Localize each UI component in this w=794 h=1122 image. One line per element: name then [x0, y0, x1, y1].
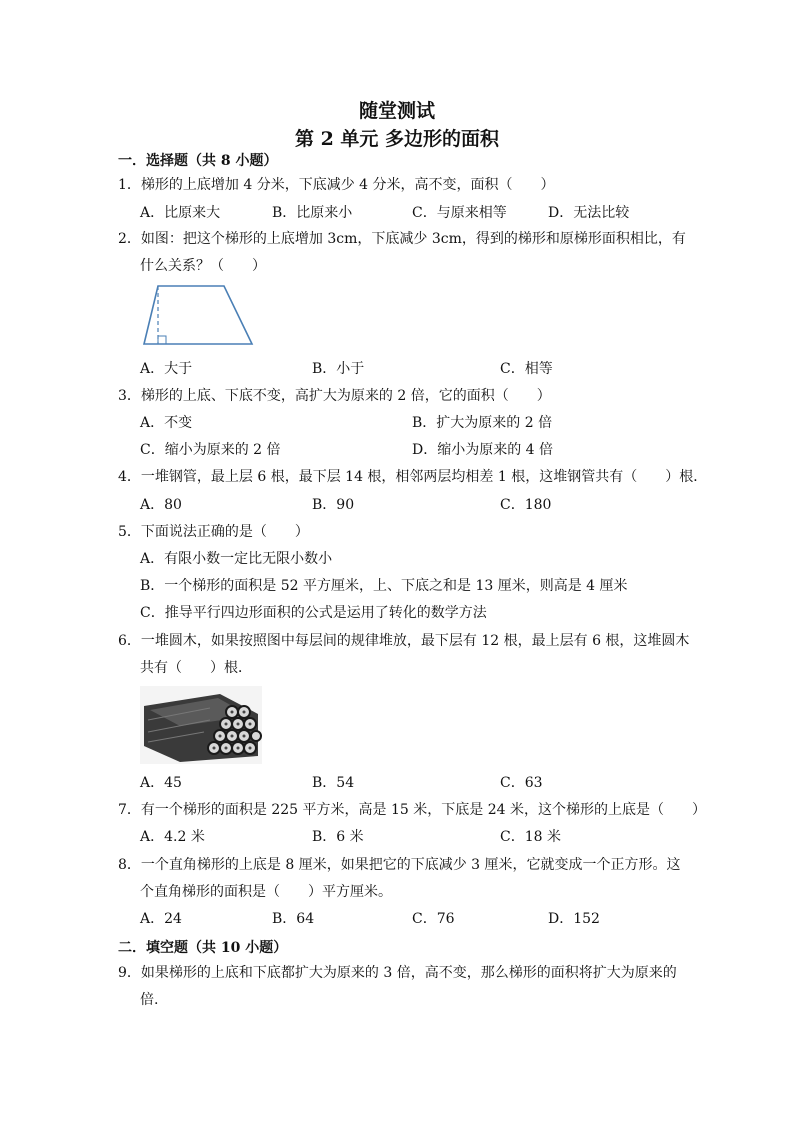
question-8-line-1: 8．一个直角梯形的上底是 8 厘米，如果把它的下底减少 3 厘米，它就变成一个正方形。这 [118, 857, 681, 873]
q8-option-d: D．152 [548, 911, 600, 927]
q6-option-a: A．45 [140, 775, 182, 791]
question-9-line-2: 倍. [140, 992, 159, 1008]
q3-option-b: B．扩大为原来的 2 倍 [412, 415, 553, 431]
question-8-line-2: 个直角梯形的面积是（ ）平方厘米。 [140, 884, 392, 900]
question-9-line-1: 9．如果梯形的上底和下底都扩大为原来的 3 倍，高不变，那么梯形的面积将扩大为原来的 [118, 965, 677, 981]
q5-option-a: A．有限小数一定比无限小数小 [140, 551, 333, 567]
page-subtitle: 第 2 单元 多边形的面积 [294, 128, 500, 150]
q3-option-a: A．不变 [140, 415, 193, 431]
question-4-text: 4．一堆钢管，最上层 6 根，最下层 14 根，相邻两层均相差 1 根，这堆钢管共有（ ）根． [118, 469, 708, 485]
q4-option-a: A．80 [140, 497, 182, 513]
q8-option-c: C．76 [412, 911, 455, 927]
q4-option-b: B．90 [312, 497, 355, 513]
question-2-line-1: 2．如图：把这个梯形的上底增加 3cm，下底减少 3cm，得到的梯形和原梯形面积相比，有 [118, 231, 686, 247]
q8-option-b: B．64 [272, 911, 315, 927]
q1-option-b: B．比原来小 [272, 205, 353, 221]
q6-option-b: B．54 [312, 775, 355, 791]
q5-option-c: C．推导平行四边形面积的公式是运用了转化的数学方法 [140, 605, 487, 621]
question-6-line-2: 共有（ ）根． [140, 660, 252, 676]
q5-option-b: B．一个梯形的面积是 52 平方厘米，上、下底之和是 13 厘米，则高是 4 厘米 [140, 578, 628, 594]
q7-option-c: C．18 米 [500, 829, 561, 845]
section-heading-fill: 二．填空题（共 10 小题） [118, 940, 288, 956]
question-6-line-1: 6．一堆圆木，如果按照图中每层间的规律堆放，最下层有 12 根，最上层有 6 根，这堆圆木 [118, 633, 690, 649]
question-5-text: 5．下面说法正确的是（ ） [118, 524, 309, 540]
q3-option-c: C．缩小为原来的 2 倍 [140, 442, 281, 458]
q6-option-c: C．63 [500, 775, 543, 791]
q3-option-d: D．缩小为原来的 4 倍 [412, 442, 554, 458]
q1-option-c: C．与原来相等 [412, 205, 507, 221]
page-title: 随堂测试 [358, 100, 435, 122]
section-heading-choice: 一．选择题（共 8 小题） [118, 153, 278, 169]
q7-option-b: B．6 米 [312, 829, 364, 845]
question-7-text: 7．有一个梯形的面积是 225 平方米，高是 15 米，下底是 24 米，这个梯形的上底是（ ） [118, 802, 706, 818]
q4-option-c: C．180 [500, 497, 552, 513]
q2-option-b: B．小于 [312, 361, 365, 377]
question-2-line-2: 什么关系？（ ） [140, 258, 266, 274]
q1-option-d: D．无法比较 [548, 205, 630, 221]
q8-option-a: A．24 [140, 911, 182, 927]
q1-option-a: A．比原来大 [140, 205, 221, 221]
q2-option-c: C．相等 [500, 361, 553, 377]
question-1-text: 1．梯形的上底增加 4 分米，下底减少 4 分米，高不变，面积（ ） [118, 177, 555, 193]
q7-option-a: A．4.2 米 [140, 829, 205, 845]
trapezoid-figure [140, 282, 260, 348]
q2-option-a: A．大于 [140, 361, 193, 377]
log-pile-image [140, 686, 262, 764]
question-3-text: 3．梯形的上底、下底不变，高扩大为原来的 2 倍，它的面积（ ） [118, 388, 551, 404]
